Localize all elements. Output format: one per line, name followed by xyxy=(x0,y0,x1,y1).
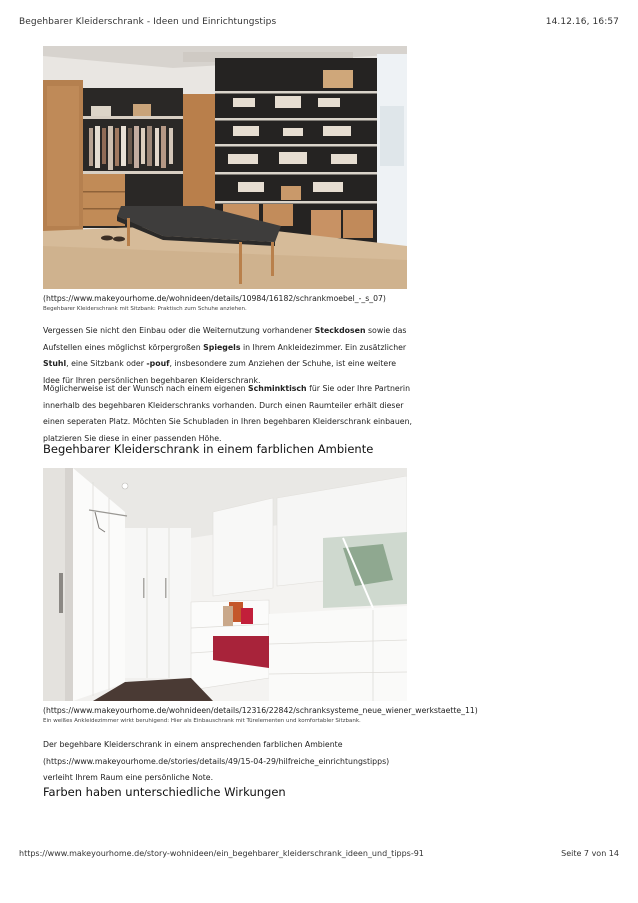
page-footer-page-number: Seite 7 von 14 xyxy=(561,849,619,858)
section-heading-ambiente: Begehbarer Kleiderschrank in einem farblichen Ambiente xyxy=(43,442,374,456)
page-header-title: Begehbarer Kleiderschrank - Ideen und Einrichtungstips xyxy=(19,17,277,27)
image-source-link-2[interactable]: (https://www.makeyourhome.de/wohnideen/details/12316/22842/schranksysteme_neue_wiener_werkstaette_11) xyxy=(43,706,478,715)
page-footer-url: https://www.makeyourhome.de/story-wohnideen/ein_begehbarer_kleiderschrank_ideen_und_tipps-91 xyxy=(19,849,424,858)
image-source-link-1[interactable]: (https://www.makeyourhome.de/wohnideen/details/10984/16182/schrankmoebel_-_s_07) xyxy=(43,294,386,303)
section-heading-farben: Farben haben unterschiedliche Wirkungen xyxy=(43,785,286,799)
stories-link[interactable]: (https://www.makeyourhome.de/stories/details/49/15-04-29/hilfreiche_einrichtungstipps) xyxy=(43,756,390,766)
closet-photo-dark xyxy=(43,46,407,289)
page-header-datetime: 14.12.16, 16:57 xyxy=(545,17,619,27)
paragraph-farbliches-ambiente: Der begehbare Kleiderschrank in einem ansprechenden farblichen Ambiente (https://www.makeyourhome.de/stories/details/49/15-04-29/hilfreiche_einrichtungstipps) verleiht Ihrem Raum eine persönliche Note. xyxy=(43,740,390,782)
closet-photo-white xyxy=(43,468,407,701)
image-caption-2: Ein weißes Ankleidezimmer wirkt beruhigend: Hier als Einbauschrank mit Türelementen und komfortabler Sitzbank. xyxy=(43,718,361,724)
paragraph-schminktisch: Möglicherweise ist der Wunsch nach einem eigenen Schminktisch für Sie oder Ihre Partnerin innerhalb des begehbaren Kleiderschranks vorhanden. Durch einen Raumteiler erhält dieser einen seperaten Platz. Möchten Sie Schubladen in Ihren begehbaren Kleiderschrank einbauen, platzieren Sie diese in einer passenden Höhe. xyxy=(43,384,412,443)
paragraph-steckdosen: Vergessen Sie nicht den Einbau oder die Weiternutzung vorhandener Steckdosen sowie das Aufstellen eines möglichst körpergroßen Spiegels in Ihrem Ankleidezimmer. Ein zusätzlicher Stuhl, eine Sitzbank oder -pouf, insbesondere zum Anziehen der Schuhe, ist eine weitere Idee für Ihren persönlichen begehbaren Kleiderschrank. xyxy=(43,326,407,385)
image-caption-1: Begehbarer Kleiderschrank mit Sitzbank: Praktisch zum Schuhe anziehen. xyxy=(43,306,247,312)
